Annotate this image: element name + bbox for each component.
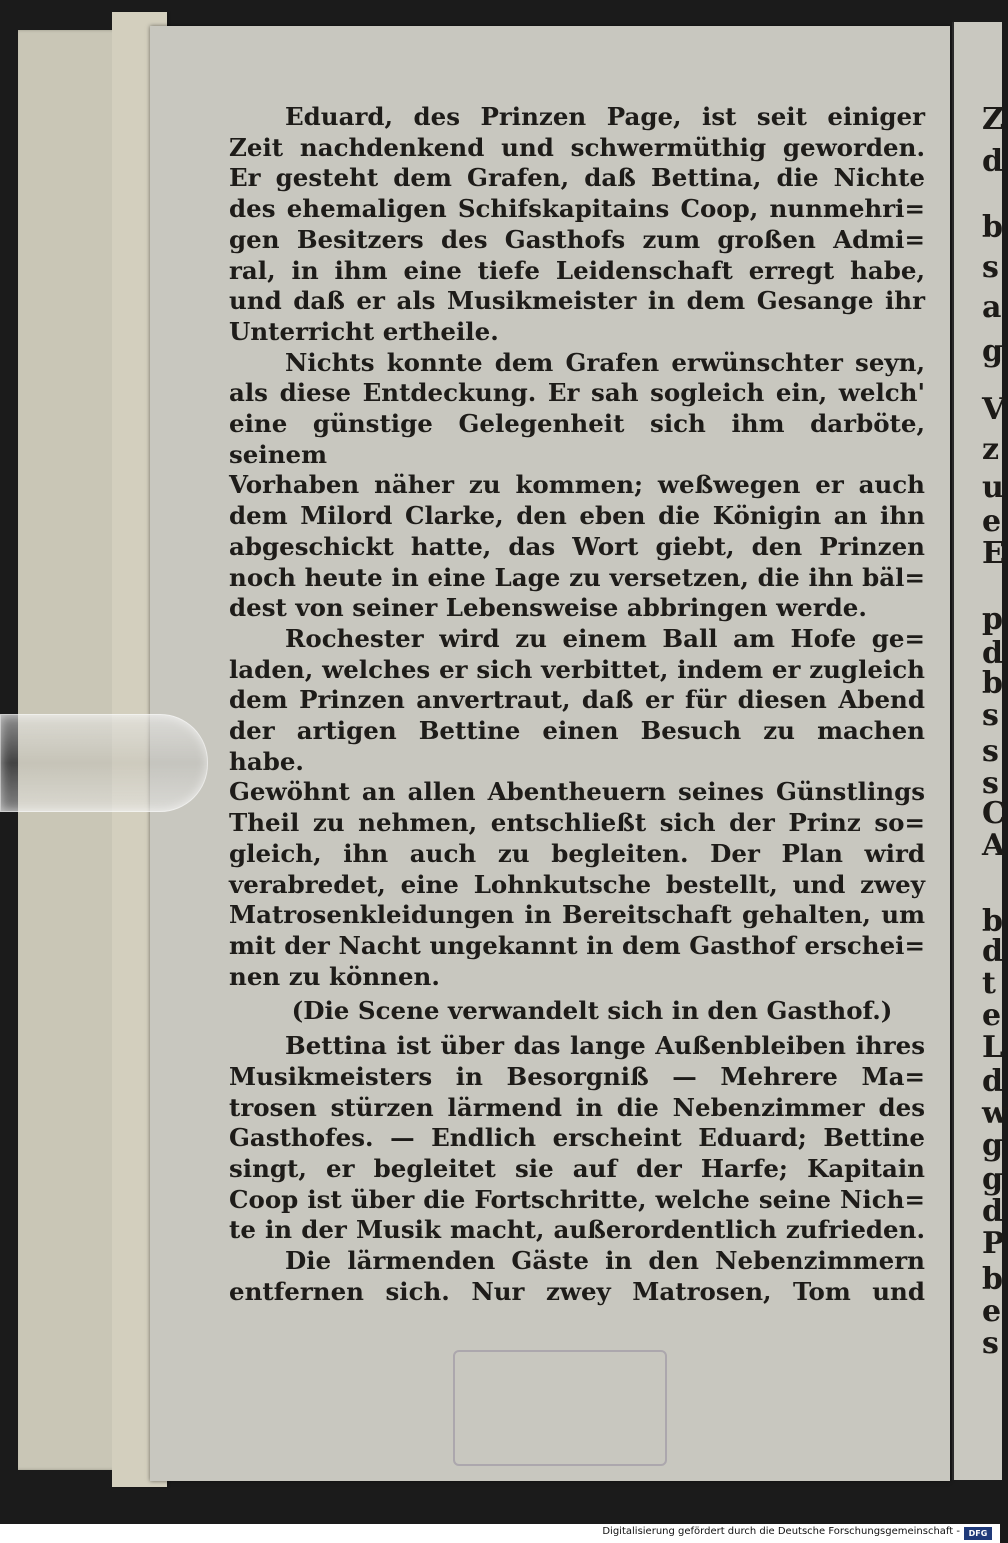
facing-page-letter: C bbox=[982, 796, 1006, 831]
facing-page-edge bbox=[952, 22, 1008, 1480]
text-line: Bettina ist über das lange Außenbleiben ihres bbox=[285, 1031, 925, 1061]
text-line: Die lärmenden Gäste in den Nebenzimmern bbox=[285, 1246, 925, 1276]
text-line: eine günstige Gelegenheit sich ihm darböte, seinem bbox=[229, 409, 925, 469]
text-line: Gasthofes. — Endlich erscheint Eduard; Bettine bbox=[229, 1123, 925, 1153]
footer-credit: Digitalisierung gefördert durch die Deutsche Forschungsgemeinschaft - bbox=[602, 1526, 960, 1537]
text-line: ral, in ihm eine tiefe Leidenschaft erregt habe, bbox=[229, 255, 925, 285]
text-line: laden, welches er sich verbittet, indem er zugleich bbox=[229, 654, 925, 684]
facing-page-letter: u bbox=[982, 470, 1004, 505]
facing-page-letter: d bbox=[982, 636, 1003, 671]
facing-page-letter: b bbox=[982, 666, 1003, 701]
facing-page-letter: P bbox=[982, 1226, 1005, 1261]
facing-page-letter: a bbox=[982, 290, 1002, 325]
facing-page-letter: Z bbox=[982, 102, 1004, 137]
facing-page-letter: L bbox=[982, 1030, 1004, 1065]
text-line: Rochester wird zu einem Ball am Hofe ge= bbox=[285, 623, 925, 653]
dfg-logo: DFG bbox=[964, 1527, 992, 1540]
facing-page-letter: s bbox=[982, 734, 999, 769]
facing-page-letter: s bbox=[982, 1326, 999, 1361]
text-line: entfernen sich. Nur zwey Matrosen, Tom und bbox=[229, 1276, 925, 1306]
text-line: Zeit nachdenkend und schwermüthig geworden. bbox=[229, 132, 925, 162]
facing-page-letter: e bbox=[982, 504, 1002, 539]
text-line: dem Milord Clarke, den eben die Königin an ihn bbox=[229, 501, 925, 531]
facing-page-letter: d bbox=[982, 934, 1003, 969]
text-line: Musikmeisters in Besorgniß — Mehrere Ma= bbox=[229, 1061, 925, 1091]
facing-page-letter: p bbox=[982, 602, 1003, 637]
facing-page-letter: s bbox=[982, 766, 999, 801]
text-line: Matrosenkleidungen in Bereitschaft gehalten, um bbox=[229, 900, 925, 930]
facing-page-letter: w bbox=[982, 1096, 1008, 1131]
text-line: des ehemaligen Schifskapitains Coop, nunmehri= bbox=[229, 194, 925, 224]
facing-page-letter: s bbox=[982, 250, 999, 285]
text-line: gen Besitzers des Gasthofs zum großen Admi= bbox=[229, 224, 925, 254]
text-line: singt, er begleitet sie auf der Harfe; Kapitain bbox=[229, 1153, 925, 1183]
page-text bbox=[229, 102, 925, 1307]
facing-page-letter: g bbox=[982, 1128, 1003, 1163]
text-line: dest von seiner Lebensweise abbringen werde. bbox=[229, 593, 867, 623]
facing-page-letter: e bbox=[982, 1294, 1002, 1329]
facing-page-letter: g bbox=[982, 334, 1003, 369]
text-line: trosen stürzen lärmend in die Nebenzimmer des bbox=[229, 1092, 925, 1122]
facing-page-letter: g bbox=[982, 1162, 1003, 1197]
facing-page-letter: d bbox=[982, 1194, 1003, 1229]
text-line: Gewöhnt an allen Abentheuern seines Günstlings bbox=[229, 777, 925, 807]
library-stamp bbox=[453, 1350, 667, 1466]
page-holder-clip bbox=[0, 714, 208, 812]
facing-page-letter: E bbox=[982, 536, 1005, 571]
facing-page-letter: V bbox=[982, 392, 1006, 427]
footer-bar bbox=[0, 1524, 1000, 1543]
text-line: noch heute in eine Lage zu versetzen, die ihn bäl= bbox=[229, 562, 925, 592]
text-line: und daß er als Musikmeister in dem Gesange ihr bbox=[229, 286, 925, 316]
facing-page-letter: b bbox=[982, 210, 1003, 245]
facing-page-letter: d bbox=[982, 1064, 1003, 1099]
facing-page-letter: b bbox=[982, 904, 1003, 939]
text-line: Unterricht ertheile. bbox=[229, 316, 499, 346]
text-line: dem Prinzen anvertraut, daß er für diesen Abend bbox=[229, 685, 925, 715]
text-line: Eduard, des Prinzen Page, ist seit einiger bbox=[285, 102, 925, 131]
text-line: als diese Entdeckung. Er sah sogleich ein, welch' bbox=[229, 378, 925, 408]
text-line: verabredet, eine Lohnkutsche bestellt, und zwey bbox=[229, 869, 925, 899]
text-line: abgeschickt hatte, das Wort giebt, den Prinzen bbox=[229, 531, 925, 561]
facing-page-letter: A bbox=[982, 828, 1006, 863]
text-line: Coop ist über die Fortschritte, welche seine Nich= bbox=[229, 1184, 925, 1214]
facing-page-letter: b bbox=[982, 1262, 1003, 1297]
text-line: Vorhaben näher zu kommen; weßwegen er auch bbox=[229, 470, 925, 500]
text-line: der artigen Bettine einen Besuch zu machen habe. bbox=[229, 716, 925, 776]
text-line: mit der Nacht ungekannt in dem Gasthof erschei= bbox=[229, 930, 925, 960]
text-line: Nichts konnte dem Grafen erwünschter seyn, bbox=[285, 347, 925, 377]
text-line: gleich, ihn auch zu begleiten. Der Plan wird bbox=[229, 838, 925, 868]
facing-page-letter: z bbox=[982, 432, 1000, 467]
facing-page-letter: t bbox=[982, 966, 996, 1001]
facing-page-letter: d bbox=[982, 144, 1003, 179]
facing-page-letter: s bbox=[982, 698, 999, 733]
text-line: Er gesteht dem Grafen, daß Bettina, die Nichte bbox=[229, 163, 925, 193]
text-line: te in der Musik macht, außerordentlich zufrieden. bbox=[229, 1215, 925, 1245]
text-line: nen zu können. bbox=[229, 961, 440, 991]
facing-page-letter: e bbox=[982, 998, 1002, 1033]
stage-direction: (Die Scene verwandelt sich in den Gasthof.) bbox=[291, 996, 893, 1026]
text-line: Theil zu nehmen, entschließt sich der Prinz so= bbox=[229, 808, 925, 838]
